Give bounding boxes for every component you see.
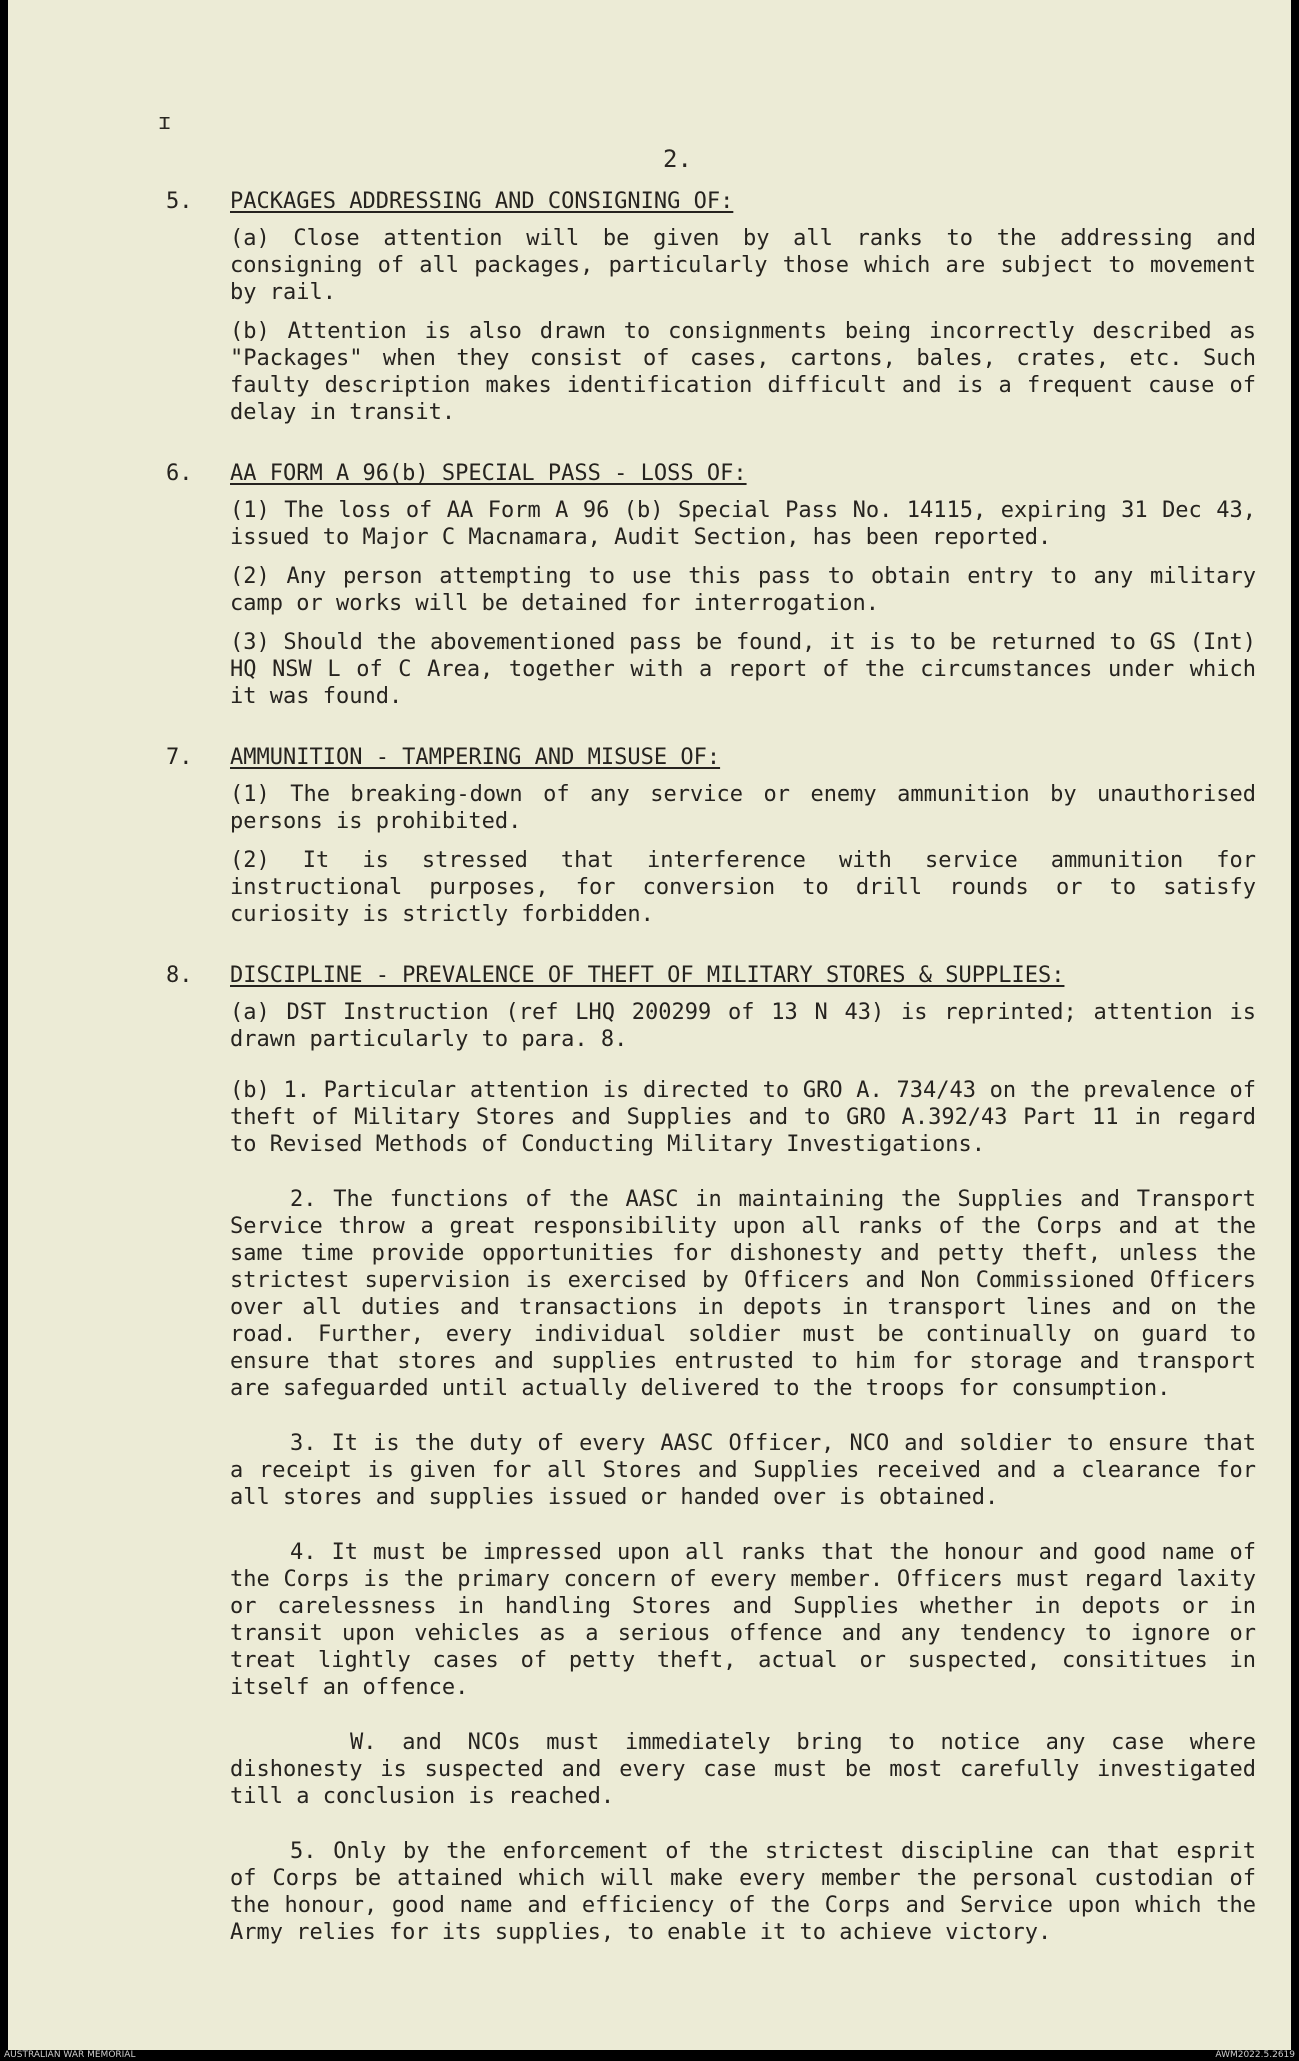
item-heading: PACKAGES ADDRESSING AND CONSIGNING OF: (230, 189, 734, 214)
item-5 (166, 188, 1256, 426)
item-paragraph: (1) The loss of AA Form A 96 (b) Special Pass No. 14115, expiring 31 Dec 43, issued to Major C Macnamara, Audit Section, has been reported. (230, 498, 1256, 550)
page-number: 2. (663, 145, 692, 173)
body-paragraph: 4. It must be impressed upon all ranks that the honour and good name of the Corps is the primary concern of every member. Officers must regard laxity or carelessness in handling Stores and Supplies whether in depots or in transit upon vehicles as a serious offence and any tendency to ignore or treat lightly cases of petty theft, actual or suspected, consititues in itself an offence. (230, 1540, 1256, 1700)
body-paragraph: 5. Only by the enforcement of the strictest discipline can that esprit of Corps be attained which will make every member the personal custodian of the honour, good name and efficiency of the Corps and Service upon which the Army relies for its supplies, to enable it to achieve victory. (230, 1839, 1256, 1945)
item-paragraph: (1) The breaking-down of any service or enemy ammunition by unauthorised persons is prohibited. (230, 782, 1256, 834)
document-body (166, 130, 1256, 1958)
item-paragraph: (b) Attention is also drawn to consignments being incorrectly described as "Packages" when they consist of cases, cartons, bales, crates, etc. Such faulty description makes identification difficult and is a frequent cause of delay in transit. (230, 319, 1256, 425)
item-7 (166, 744, 1256, 928)
item-number: 6. (166, 461, 193, 486)
body-paragraph: W. and NCOs must immediately bring to notice any case where dishonesty is suspected and every case must be most carefully investigated till a conclusion is reached. (230, 1730, 1256, 1809)
footer-reference: AWM2022.5.2619 (1215, 2050, 1295, 2060)
item-heading: AA FORM A 96(b) SPECIAL PASS - LOSS OF: (230, 461, 747, 486)
item-paragraph: (2) It is stressed that interference with service ammunition for instructional purposes, for conversion to drill rounds or to satisfy curiosity is strictly forbidden. (230, 848, 1256, 927)
item-paragraph: (a) Close attention will be given by all ranks to the addressing and consigning of all packages, particularly those which are subject to movement by rail. (230, 226, 1256, 305)
item-number: 8. (166, 963, 193, 988)
item-paragraph: (b) 1. Particular attention is directed to GRO A. 734/43 on the prevalence of theft of Military Stores and Supplies and to GRO A.392/43 Part 11 in regard to Revised Methods of Conducting Military Investigations. (230, 1078, 1256, 1157)
item-number: 7. (166, 745, 193, 770)
archive-footer (0, 2050, 1299, 2061)
item-paragraph: (a) DST Instruction (ref LHQ 200299 of 13 N 43) is reprinted; attention is drawn particularly to para. 8. (230, 1000, 1256, 1052)
body-paragraph: 2. The functions of the AASC in maintaining the Supplies and Transport Service throw a great responsibility upon all ranks of the Corps and at the same time provide opportunities for dishonesty and petty theft, unless the strictest supervision is exercised by Officers and Non Commissioned Officers over all duties and transactions in depots in transport lines and on the road. Further, every individual soldier must be continually on guard to ensure that stores and supplies entrusted to him for storage and transport are safeguarded until actually delivered to the troops for consumption. (230, 1187, 1256, 1401)
item-6 (166, 460, 1256, 710)
stray-mark: ɪ (158, 110, 172, 135)
numbered-items (166, 188, 1256, 1946)
item-paragraph: (2) Any person attempting to use this pass to obtain entry to any military camp or works will be detained for interrogation. (230, 564, 1256, 616)
footer-institution: AUSTRALIAN WAR MEMORIAL (4, 2050, 136, 2060)
item-heading: DISCIPLINE - PREVALENCE OF THEFT OF MILITARY STORES & SUPPLIES: (230, 963, 1065, 988)
body-paragraph: 3. It is the duty of every AASC Officer, NCO and soldier to ensure that a receipt is given for all Stores and Supplies received and a clearance for all stores and supplies issued or handed over is obtained. (230, 1431, 1256, 1510)
item-8 (166, 962, 1256, 1946)
item-paragraph: (3) Should the abovementioned pass be found, it is to be returned to GS (Int) HQ NSW L of C Area, together with a report of the circumstances under which it was found. (230, 630, 1256, 709)
document-page (8, 0, 1291, 2050)
item-heading: AMMUNITION - TAMPERING AND MISUSE OF: (230, 745, 721, 770)
item-number: 5. (166, 189, 193, 214)
